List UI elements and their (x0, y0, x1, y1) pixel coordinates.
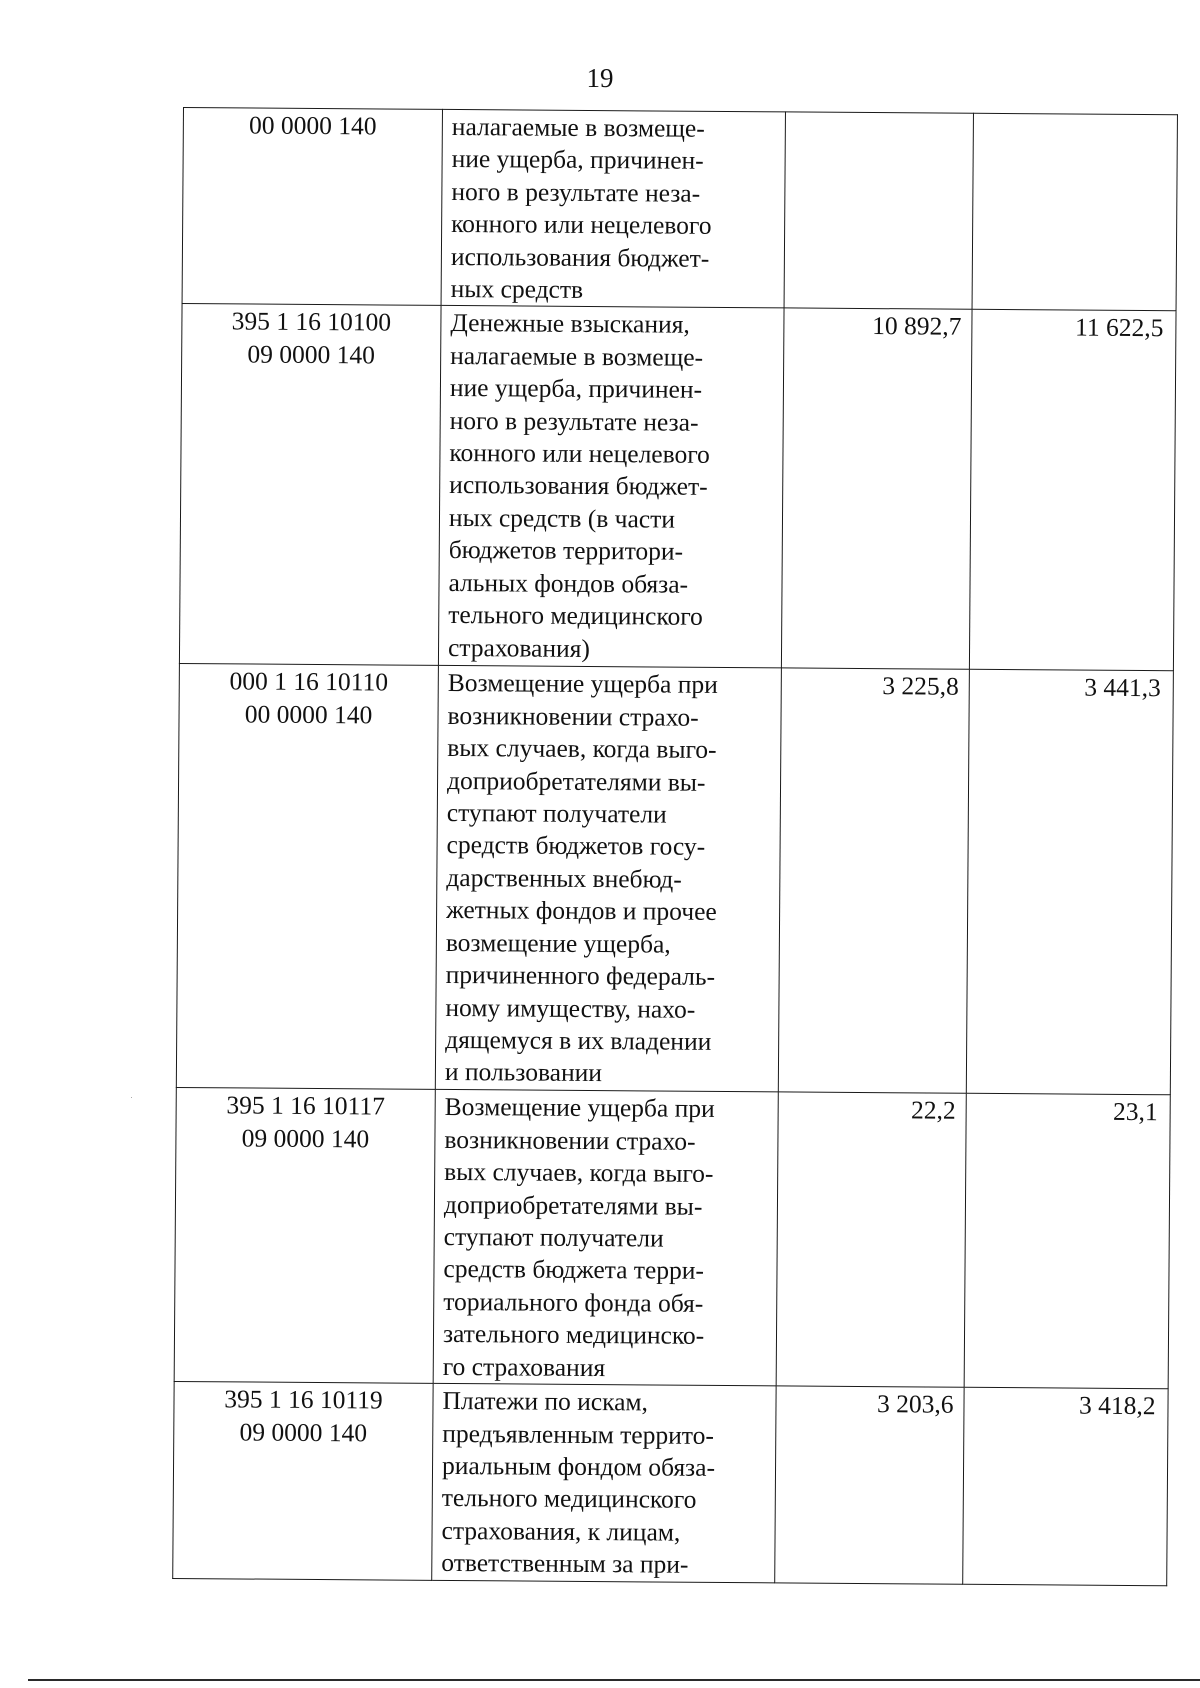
table-row (179, 304, 1176, 671)
description-line: конного или нецелевого (451, 209, 712, 241)
description-line: средств бюджета терри- (443, 1254, 705, 1286)
description-line: го страхования (442, 1351, 606, 1382)
description-line: возникновении страхо- (444, 1124, 696, 1156)
budget-code-cell (174, 1088, 435, 1384)
table-row (174, 1088, 1170, 1389)
description-line: возникновении страхо- (447, 700, 699, 732)
description-cell (433, 1090, 778, 1386)
description-line: доприобретателями вы- (446, 765, 706, 797)
description-line: использования бюджет- (450, 241, 710, 273)
table-row (173, 1382, 1168, 1586)
budget-code-line: 000 1 16 10110 (229, 666, 389, 697)
description-line: доприобретателями вы- (443, 1189, 703, 1221)
description-line: вых случаев, когда выго- (444, 1157, 714, 1189)
description-cell (441, 109, 785, 308)
description-line: ние ущерба, причинен- (451, 144, 704, 176)
description-line: тельного медицинского (448, 600, 703, 631)
description-line: ступают получатели (446, 798, 667, 829)
description-line: средств бюджетов госу- (446, 830, 706, 862)
description-cell (438, 306, 784, 669)
amount-year-1-cell: 10 892,7 (781, 308, 972, 669)
budget-code-cell (182, 108, 442, 306)
description-line: и пользовании (444, 1057, 603, 1088)
description-cell (435, 666, 781, 1093)
budget-code-line: 395 1 16 10100 (231, 306, 392, 337)
description-line: Возмещение ущерба при (444, 1092, 715, 1124)
description-line: Денежные взыскания, (450, 308, 690, 340)
description-line: страхования, к лицам, (441, 1515, 681, 1547)
budget-code-line: 395 1 16 10117 (226, 1090, 386, 1121)
description-cell (432, 1383, 776, 1582)
table-row (182, 108, 1177, 312)
amount-year-2-cell: 11 622,5 (969, 310, 1176, 671)
description-line: жетных фондов и прочее (446, 895, 717, 927)
amount-year-2-cell: 3 418,2 (963, 1387, 1168, 1585)
budget-code-line: 395 1 16 10119 (224, 1384, 383, 1415)
description-line: вых случаев, когда выго- (447, 733, 717, 765)
description-line: ных средств (в части (448, 502, 676, 534)
description-line: дарственных внебюд- (446, 862, 682, 894)
description-line: ториального фонда обя- (443, 1286, 704, 1318)
bottom-scan-edge (28, 1679, 1200, 1681)
description-line: причиненного федераль- (445, 960, 716, 992)
description-line: риальным фондом обяза- (441, 1450, 716, 1482)
budget-code-cell (179, 304, 441, 666)
description-line: ответственным за при- (441, 1548, 689, 1579)
budget-code-line: 00 0000 140 (249, 110, 377, 141)
description-line: ного в результате неза- (449, 405, 699, 437)
description-line: альных фондов обяза- (448, 567, 689, 599)
amount-year-1-cell (784, 112, 973, 310)
description-line: возмещение ущерба, (445, 927, 671, 959)
description-line: ние ущерба, причинен- (449, 373, 703, 405)
description-line: зательного медицинско- (442, 1319, 705, 1351)
description-line: налагаемые в возмеще- (451, 111, 705, 143)
description-line: ных средств (450, 273, 584, 304)
description-line: налагаемые в возмеще- (450, 340, 704, 372)
description-line: ного в результате неза- (451, 176, 701, 208)
description-line: Возмещение ущерба при (447, 668, 718, 700)
description-line: страхования) (447, 632, 591, 663)
description-line: ступают получатели (443, 1222, 664, 1253)
description-line: ному имуществу, нахо- (445, 992, 696, 1024)
amount-year-2-cell: 3 441,3 (966, 670, 1173, 1095)
amount-year-1-cell: 22,2 (776, 1092, 966, 1387)
description-line: конного или нецелевого (449, 438, 710, 469)
scan-speck (131, 1097, 132, 1098)
description-line: бюджетов территори- (448, 535, 684, 566)
amount-year-1-cell: 3 203,6 (775, 1386, 964, 1584)
amount-year-2-cell: 23,1 (964, 1094, 1170, 1389)
description-line: использования бюджет- (449, 470, 708, 502)
budget-code-line: 09 0000 140 (241, 1123, 370, 1154)
page-number: 19 (586, 63, 614, 93)
description-line: дящемуся в их владении (445, 1024, 712, 1056)
description-line: тельного медицинского (441, 1483, 697, 1515)
budget-code-line: 09 0000 140 (239, 1416, 368, 1447)
budget-code-line: 00 0000 140 (244, 699, 373, 730)
table-row (176, 664, 1173, 1095)
amount-year-2-cell (972, 113, 1177, 311)
budget-code-cell (173, 1382, 433, 1580)
description-line: Платежи по искам, (442, 1386, 649, 1417)
description-line: предъявленным террито- (442, 1418, 715, 1450)
budget-code-cell (176, 664, 438, 1090)
budget-table (172, 107, 1178, 1586)
budget-code-line: 09 0000 140 (247, 339, 376, 370)
amount-year-1-cell: 3 225,8 (778, 668, 969, 1093)
